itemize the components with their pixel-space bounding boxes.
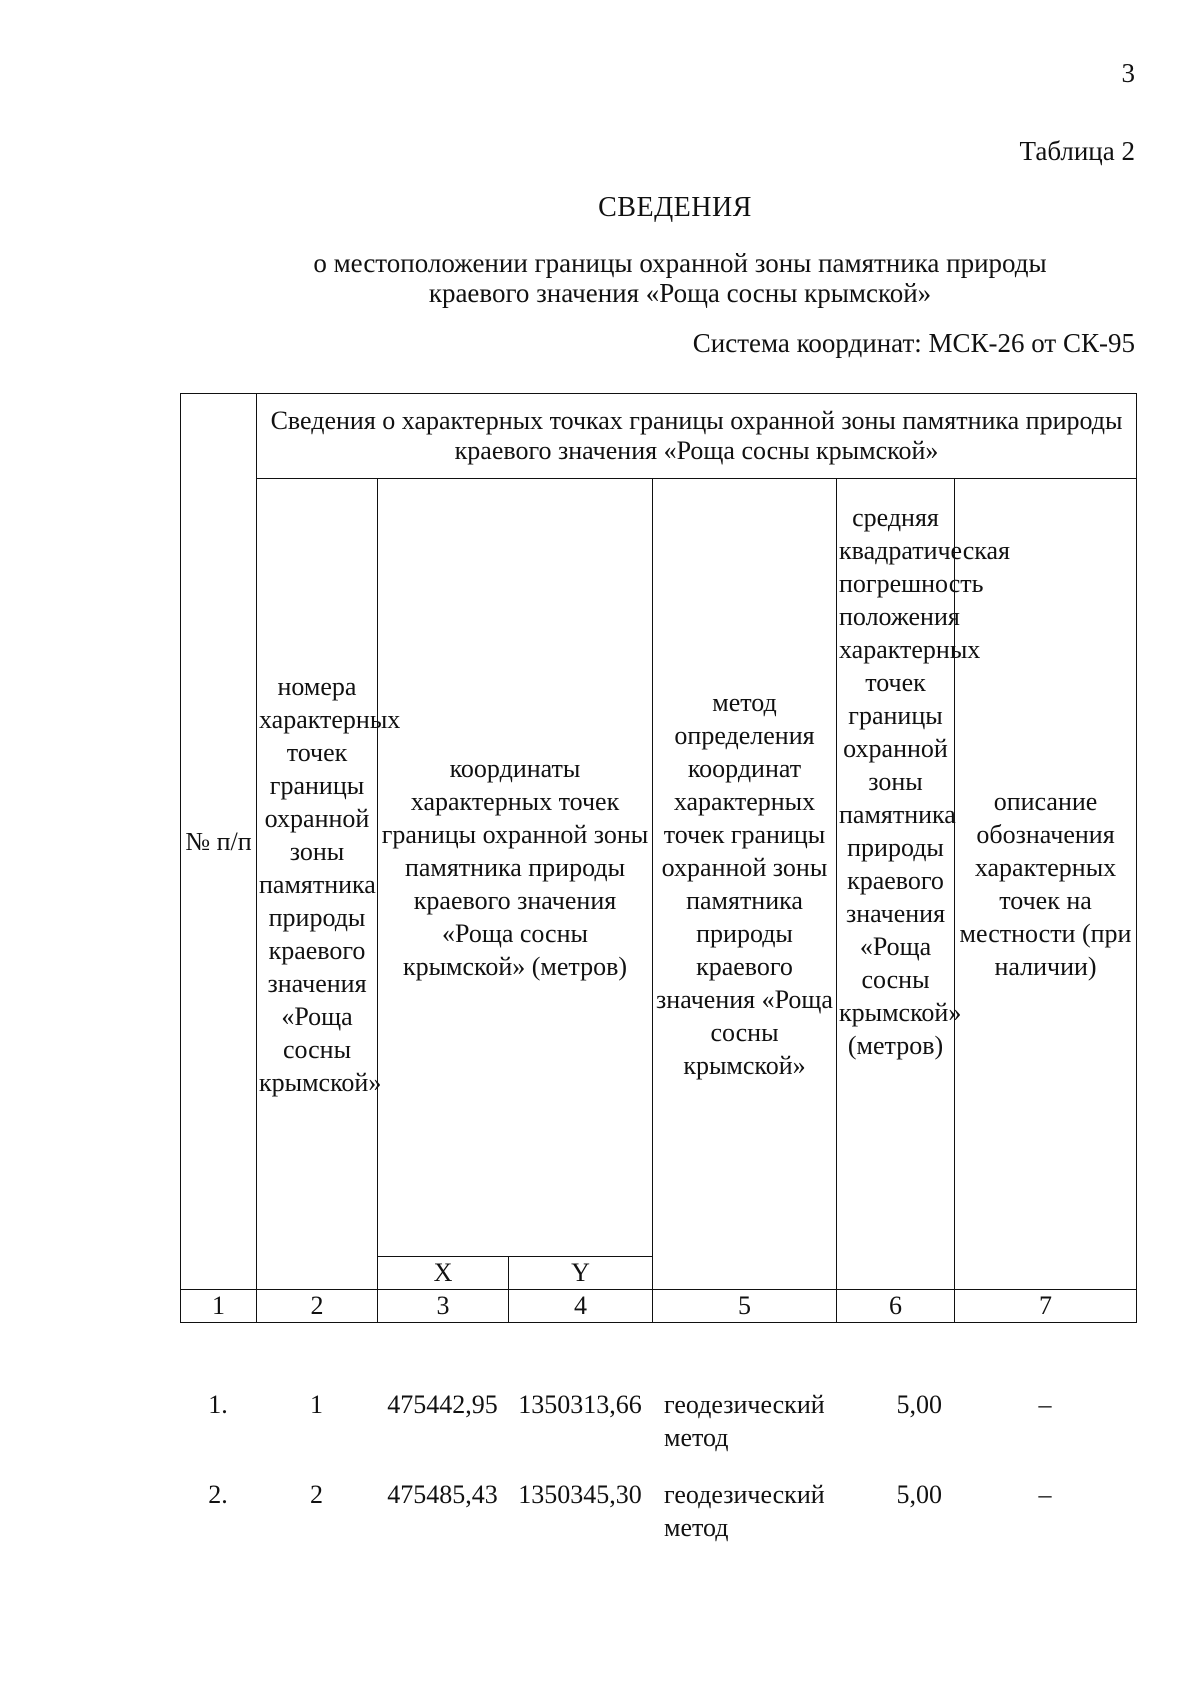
column-number-2: 2 <box>257 1290 378 1323</box>
column-header-error: средняя квадратическая погрешность положения характерных точек границы охранной зоны памятника природы краевого значения «Роща сосны крымской» (метров) <box>837 479 955 1290</box>
description: – <box>1038 1480 1052 1509</box>
row-number: 1. <box>208 1390 228 1419</box>
column-number-6: 6 <box>837 1290 955 1323</box>
column-number-4: 4 <box>509 1290 653 1323</box>
document-title: СВЕДЕНИЯ <box>598 192 752 223</box>
column-number-3: 3 <box>378 1290 509 1323</box>
coordinate-x: 475442,95 <box>387 1390 498 1419</box>
column-subheader-x: X <box>378 1257 509 1290</box>
method <box>652 1478 836 1568</box>
coordinate-x: 475485,43 <box>387 1480 498 1509</box>
method <box>652 1388 836 1478</box>
page-number: 3 <box>1121 58 1135 88</box>
point-number: 1 <box>310 1390 323 1419</box>
document-subtitle <box>260 248 1100 308</box>
group-header: Сведения о характерных точках границы охранной зоны памятника природы краевого значения «Роща сосны крымской» <box>257 394 1137 479</box>
subtitle-line-1: о местоположении границы охранной зоны памятника природы <box>313 248 1047 278</box>
method-line-1: геодезический <box>664 1480 825 1509</box>
coordinate-system: Система координат: МСК-26 от СК-95 <box>692 328 1135 358</box>
method-line-2: метод <box>664 1513 729 1542</box>
coordinate-y: 1350345,30 <box>518 1480 642 1509</box>
description: – <box>1038 1390 1052 1419</box>
method-line-2: метод <box>664 1423 729 1452</box>
error-value: 5,00 <box>896 1390 942 1419</box>
column-number-5: 5 <box>653 1290 837 1323</box>
header-table <box>180 393 1137 1323</box>
column-header-description: описание обозначения характерных точек на местности (при наличии) <box>955 479 1137 1290</box>
column-header-method: метод определения координат характерных точек границы охранной зоны памятника природы краевого значения «Роща сосны крымской» <box>653 479 837 1290</box>
table-label: Таблица 2 <box>1019 136 1135 166</box>
point-number: 2 <box>310 1480 323 1509</box>
table-row <box>180 1388 1136 1478</box>
table-row <box>180 1478 1136 1568</box>
column-number-1: 1 <box>181 1290 257 1323</box>
column-number-7: 7 <box>955 1290 1137 1323</box>
column-header-point-numbers: номера характерных точек границы охранной зоны памятника природы краевого значения «Роща сосны крымской» <box>257 479 378 1290</box>
coordinate-y: 1350313,66 <box>518 1390 642 1419</box>
method-line-1: геодезический <box>664 1390 825 1419</box>
column-header-number: № п/п <box>181 394 257 1290</box>
column-header-coordinates: координаты характерных точек границы охранной зоны памятника природы краевого значения «Роща сосны крымской» (метров) <box>378 479 653 1257</box>
row-number: 2. <box>208 1480 228 1509</box>
column-subheader-y: Y <box>509 1257 653 1290</box>
subtitle-line-2: краевого значения «Роща сосны крымской» <box>428 278 932 308</box>
data-table <box>180 1388 1136 1568</box>
error-value: 5,00 <box>896 1480 942 1509</box>
